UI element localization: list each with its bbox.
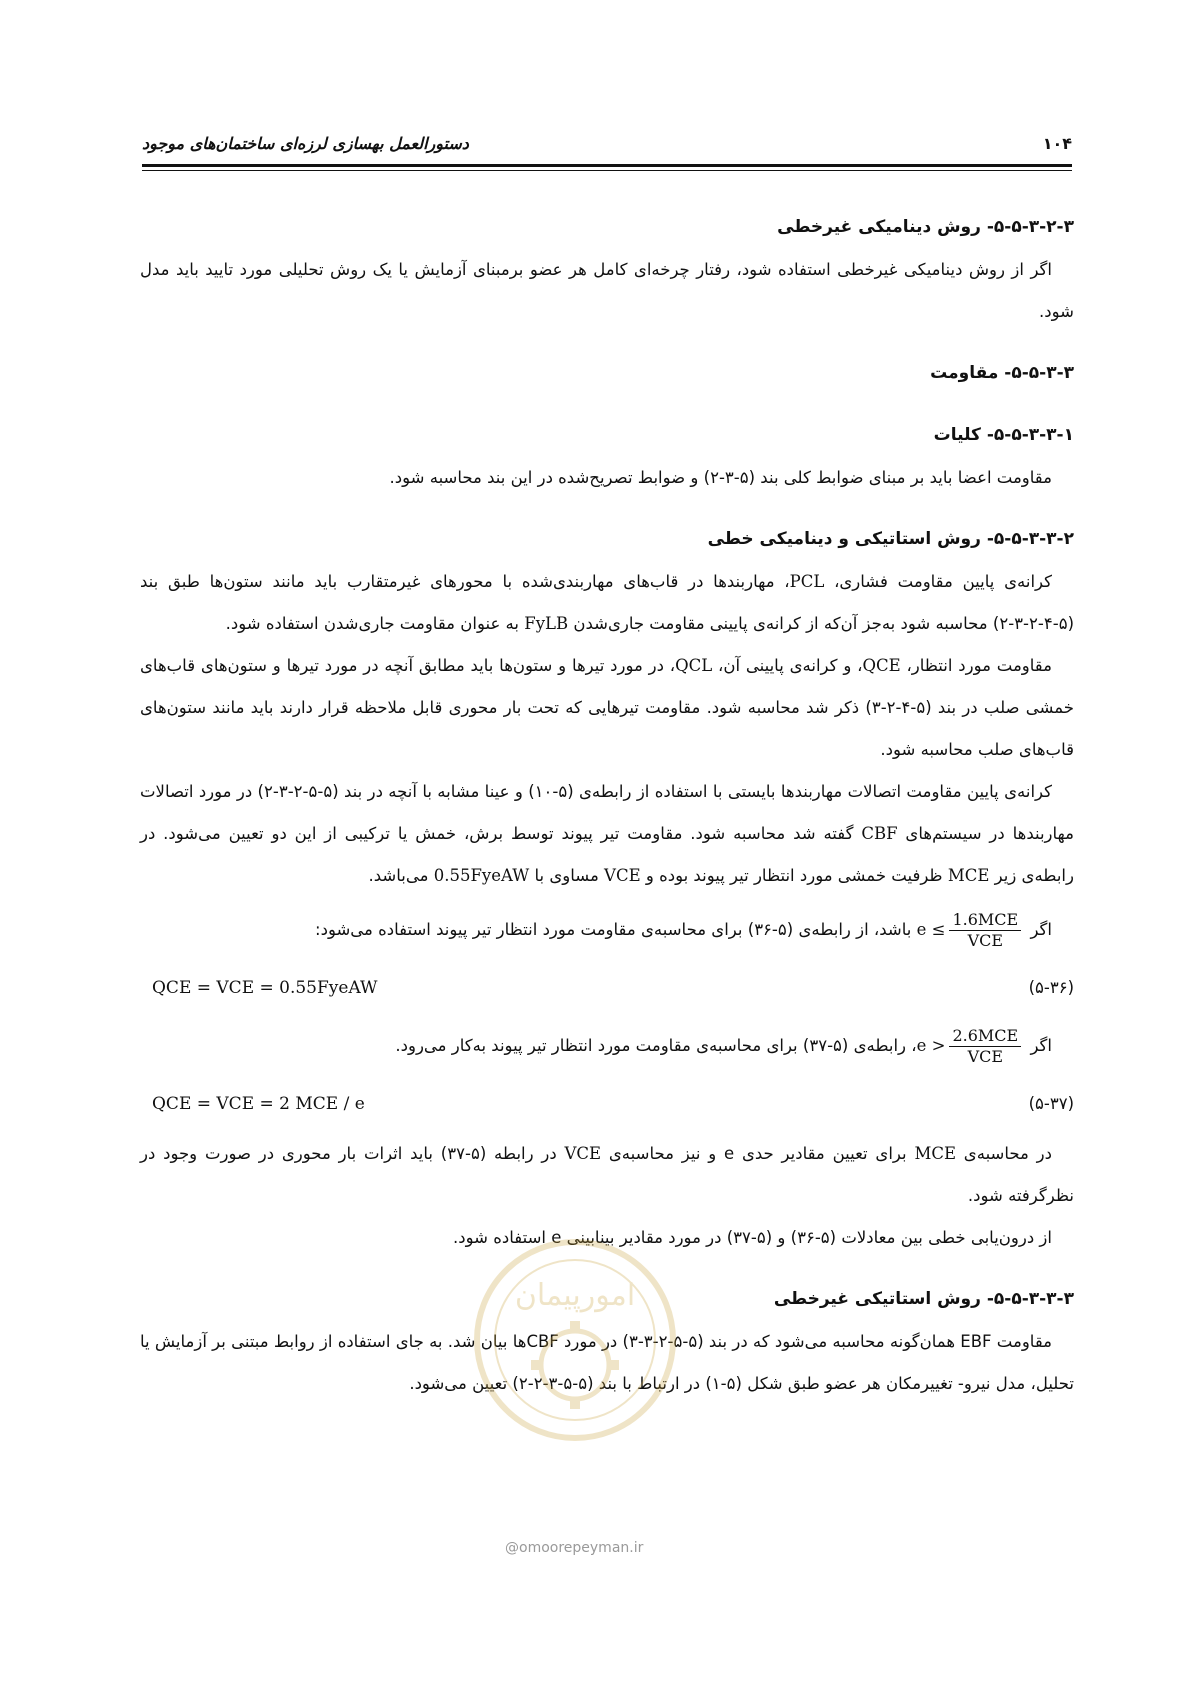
symbol: QCE: [862, 656, 901, 675]
symbol: PCL: [789, 572, 825, 591]
paragraph: مقاومت مورد انتظار، QCE، و کرانه‌ی پایینی آن، QCL، در مورد تیرها و ستون‌ها باید مطابق آنچه در مورد تیرها و ستون‌های قاب‌های خمشی صلب در بند (۵-۴-۲-۳) ذکر شد محاسبه شود. مقاومت تیرهایی که تحت بار محوری قابل ملاحظه قرار دارند باید مانند ستون‌های قاب‌های صلب محاسبه شود.: [140, 656, 1074, 759]
paragraph: از درون‌یابی خطی بین معادلات (۵-۳۶) و (۵-۳۷) در مورد مقادیر بینابینی e استفاده شود.: [453, 1228, 1052, 1247]
symbol: VCE: [604, 866, 641, 885]
running-title: دستورالعمل بهسازی لرزه‌ای ساختمان‌های موجود: [142, 134, 469, 153]
paragraph: در محاسبه‌ی MCE برای تعیین مقادیر حدی e و نیز محاسبه‌ی VCE در رابطه (۵-۳۷) باید اثرات بار محوری در صورت وجود در نظرگرفته شود.: [140, 1144, 1074, 1205]
paragraph: مقاومت EBF همان‌گونه محاسبه می‌شود که در بند (۵-۵-۲-۳-۳) در مورد CBFها بیان شد. به جای استفاده از روابط مبتنی بر آزمایش یا تحلیل، مدل نیرو- تغییرمکان هر عضو طبق شکل (۵-۱) در ارتباط با بند (۵-۵-۳-۲-۲) تعیین می‌شود.: [140, 1332, 1074, 1393]
condition-2: اگر $\frac{\text{2.6MCE}}{\text{VCE}}$ e >، رابطه‌ی (۵-۳۷) برای محاسبه‌ی مقاومت مورد انتظار تیر پیوند به‌کار می‌رود.: [395, 1026, 1052, 1066]
section-heading-general: ۵-۵-۳-۳-۱- کلیات: [933, 425, 1074, 445]
symbol: MCE: [914, 1144, 957, 1163]
section-heading-strength: ۵-۵-۳-۳- مقاومت: [930, 363, 1074, 383]
symbol: QCL: [675, 656, 713, 675]
watermark-site: @omoorepeyman.ir: [505, 1540, 644, 1556]
equation-number: (۵-۳۷): [1028, 1094, 1074, 1113]
page-number: ۱۰۴: [1042, 134, 1072, 153]
section-heading-linear-procedures: ۵-۵-۳-۳-۲- روش استاتیکی و دینامیکی خطی: [707, 529, 1074, 549]
fraction: $\frac{\text{2.6MCE}}{\text{VCE}}$: [949, 1026, 1021, 1067]
symbol: CBF: [861, 824, 898, 843]
symbol: FyLB: [524, 614, 569, 633]
section-heading-nonlinear-static: ۵-۵-۳-۳-۳- روش استاتیکی غیرخطی: [773, 1289, 1074, 1309]
paragraph: اگر از روش دینامیکی غیرخطی استفاده شود، رفتار چرخه‌ای کامل هر عضو برمبنای آزمایش یا یک روش تحلیلی مورد تایید باید مدل شود.: [140, 260, 1074, 321]
equation-formula: QCE = VCE = 2 MCE / e: [152, 1094, 365, 1114]
symbol: VCE: [564, 1144, 602, 1163]
fraction: $\frac{\text{1.6MCE}}{\text{VCE}}$: [949, 910, 1021, 951]
paragraph: کرانه‌ی پایین مقاومت اتصالات مهاربندها بایستی با استفاده از رابطه‌ی (۵-۱۰) و عینا مشابه با آنچه در بند (۵-۵-۲-۳-۲) در مورد اتصالات مهاربندها در سیستم‌های CBF گفته شد محاسبه شود. مقاومت تیر پیوند توسط برش، خمش یا ترکیبی از این دو تعیین می‌شود. در رابطه‌ی زیر MCE ظرفیت خمشی مورد انتظار تیر پیوند بوده و VCE مساوی با 0.55FyeAW می‌باشد.: [140, 782, 1074, 885]
svg-text:امورپیمان: امورپیمان: [514, 1278, 636, 1313]
equation-36: [140, 963, 1074, 1013]
watermark-logo-icon: [470, 1235, 680, 1445]
paragraph: مقاومت اعضا باید بر مبنای ضوابط کلی بند (۵-۳-۲) و ضوابط تصریح‌شده در این بند محاسبه شود.: [389, 468, 1052, 487]
header-rule-thick: [142, 164, 1072, 167]
equation-number: (۵-۳۶): [1028, 978, 1074, 997]
equation-37: [140, 1079, 1074, 1129]
equation-formula: QCE = VCE = 0.55FyeAW: [152, 978, 378, 998]
paragraph: کرانه‌ی پایین مقاومت فشاری، PCL، مهاربندها در قاب‌های مهاربندی‌شده با محورهای غیرمتقارب باید مانند ستون‌ها طبق بند (۵-۴-۲-۳-۲) محاسبه شود به‌جز آن‌که از کرانه‌ی پایینی مقاومت جاری‌شدن FyLB به عنوان مقاومت جاری‌شدن استفاده شود.: [140, 572, 1074, 633]
header-rule-thin: [142, 170, 1072, 171]
page-header: [142, 124, 1072, 164]
page-body: [140, 205, 1074, 1405]
symbol: MCE: [947, 866, 990, 885]
condition-1: اگر $\frac{\text{1.6MCE}}{\text{VCE}}$ e ≤ باشد، از رابطه‌ی (۵-۳۶) برای محاسبه‌ی مقاومت مورد انتظار تیر پیوند استفاده می‌شود:: [315, 910, 1052, 950]
symbol: 0.55FyeAW: [433, 866, 530, 885]
section-heading-nonlinear-dynamic: ۵-۵-۳-۲-۳- روش دینامیکی غیرخطی: [777, 217, 1074, 237]
